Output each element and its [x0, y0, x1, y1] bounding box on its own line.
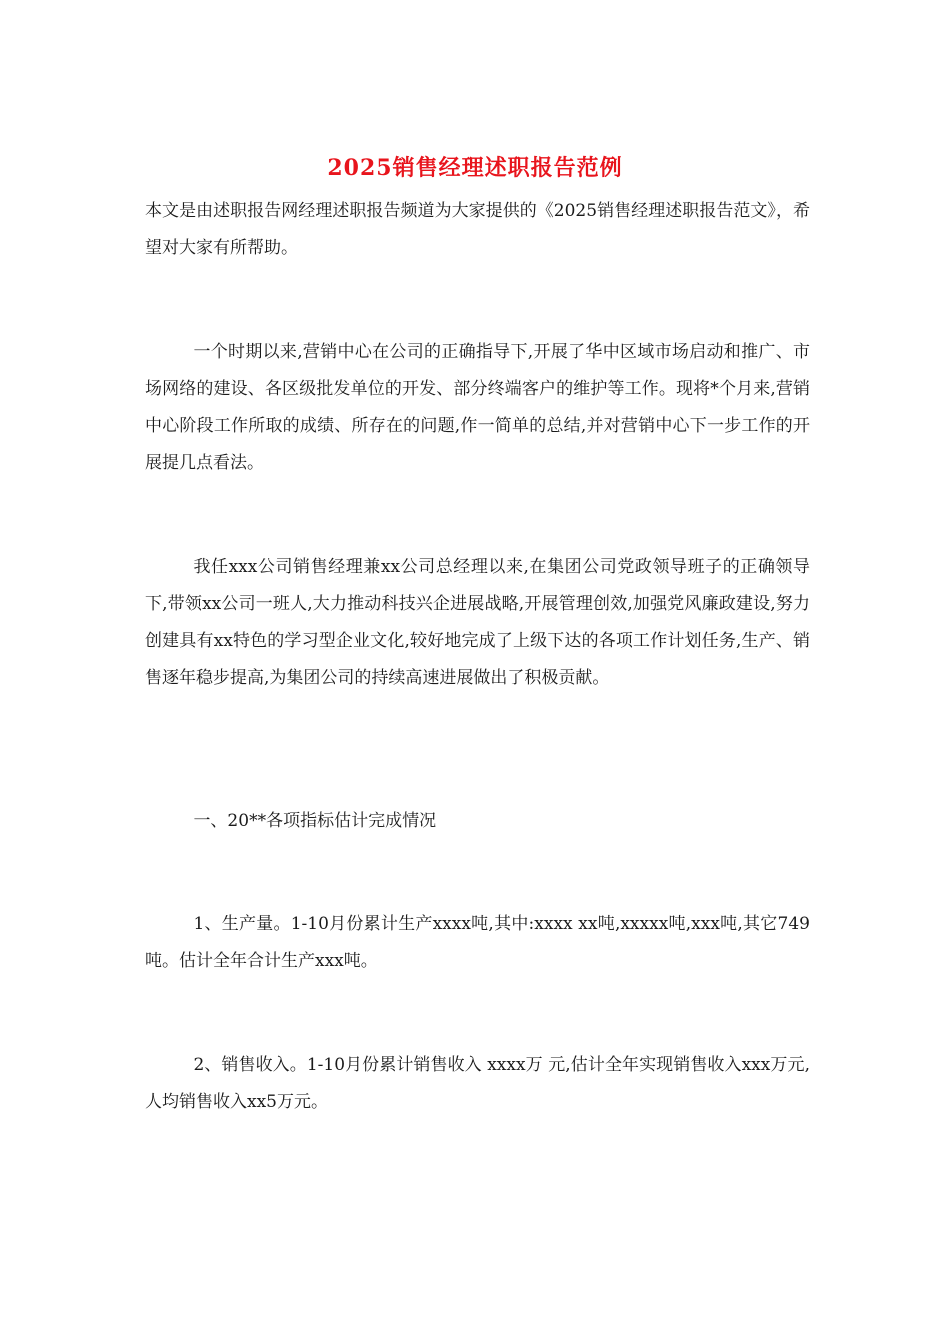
- section-heading: 一、20**各项指标估计完成情况: [193, 811, 437, 831]
- document-title: 2025销售经理述职报告范例: [327, 155, 623, 181]
- body-paragraph-production: 1、生产量。1-10月份累计生产xxxx吨,其中:xxxx xx吨,xxxxx吨,xxx吨,其它749吨。估计全年合计生产xxx吨。: [145, 914, 810, 971]
- body-paragraph-sales: 2、销售收入。1-10月份累计销售收入 xxxx万 元,估计全年实现销售收入xxx万元,人均销售收入xx5万元。: [145, 1055, 810, 1112]
- body-paragraph-2: 我任xxx公司销售经理兼xx公司总经理以来,在集团公司党政领导班子的正确领导下,带领xx公司一班人,大力推动科技兴企进展战略,开展管理创效,加强党风廉政建设,努力创建具有xx特色的学习型企业文化,较好地完成了上级下达的各项工作计划任务,生产、销售逐年稳步提高,为集团公司的持续高速进展做出了积极贡献。: [145, 557, 810, 688]
- intro-paragraph: 本文是由述职报告网经理述职报告频道为大家提供的《2025销售经理述职报告范文》，希望对大家有所帮助。: [145, 201, 810, 258]
- body-paragraph-1: 一个时期以来,营销中心在公司的正确指导下,开展了华中区域市场启动和推广、市场网络的建设、各区级批发单位的开发、部分终端客户的维护等工作。现将*个月来,营销中心阶段工作所取的成绩、所存在的问题,作一简单的总结,并对营销中心下一步工作的开展提几点看法。: [145, 342, 810, 473]
